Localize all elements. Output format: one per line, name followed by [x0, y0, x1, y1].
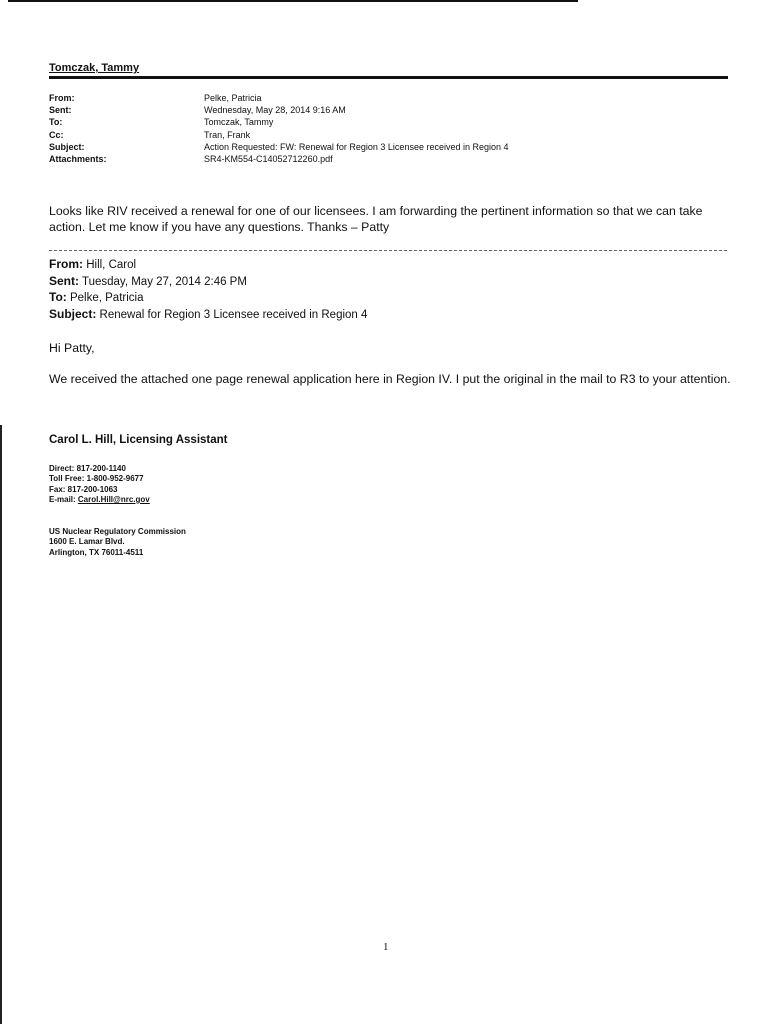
greeting: Hi Patty,	[49, 341, 95, 355]
forward-separator	[49, 250, 727, 251]
forwarded-to-value: Pelke, Patricia	[69, 292, 144, 304]
forwarded-sent-line	[49, 274, 367, 291]
printer-name: Tomczak, Tammy	[49, 62, 140, 74]
left-border-line	[0, 425, 2, 1024]
email-line	[49, 495, 150, 505]
header-label: From:	[49, 93, 75, 103]
attachment-filename[interactable]: SR4-KM554-C14052712260.pdf	[204, 153, 333, 164]
forwarded-to-label: To:	[49, 290, 67, 304]
header-value: Action Requested: FW: Renewal for Region 3 Licensee received in Region 4	[204, 141, 509, 152]
header-row-sent	[49, 104, 509, 116]
city-state-zip: Arlington, TX 76011-4511	[49, 547, 144, 557]
forwarded-sent-label: Sent:	[49, 273, 79, 288]
message-body: We received the attached one page renewal application here in Region IV. I put the original in the mail to R3 to your attention.	[49, 372, 731, 386]
header-value: Pelke, Patricia	[204, 93, 262, 103]
forwarded-to-line	[49, 290, 367, 307]
forwarded-from-label: From:	[49, 257, 83, 271]
header-label: Subject:	[49, 141, 85, 152]
header-value: Wednesday, May 28, 2014 9:16 AM	[204, 105, 346, 116]
agency-name: US Nuclear Regulatory Commission	[49, 527, 186, 536]
direct-phone: Direct: 817-200-1140	[49, 464, 126, 473]
toll-free-phone: Toll Free: 1-800-952-9677	[49, 474, 144, 484]
top-border-line	[8, 0, 578, 2]
signature-contact	[49, 464, 150, 505]
page-number: 1	[383, 941, 389, 953]
forwarded-subject-value: Renewal for Region 3 Licensee received in Region 4	[99, 308, 368, 321]
header-row-subject	[49, 141, 509, 153]
header-label: To:	[49, 117, 63, 128]
forwarded-from-line	[49, 257, 367, 274]
forwarded-subject-line	[49, 307, 367, 324]
header-label: Sent:	[49, 105, 72, 116]
header-label: Cc:	[49, 129, 64, 140]
email-link[interactable]: Carol.Hill@nrc.gov	[77, 494, 150, 504]
street-address: 1600 E. Lamar Blvd.	[49, 537, 125, 547]
email-label: E-mail:	[49, 494, 78, 504]
header-divider	[49, 76, 728, 79]
email-header-table	[49, 92, 509, 165]
header-row-from	[49, 92, 509, 104]
header-value: Tran, Frank	[204, 129, 251, 140]
forwarded-subject-label: Subject:	[49, 306, 97, 321]
signature-address	[49, 527, 186, 558]
header-label: Attachments:	[49, 153, 107, 164]
fax-number: Fax: 817-200-1063	[49, 484, 118, 494]
header-row-cc	[49, 129, 509, 141]
header-row-attachments	[49, 153, 509, 165]
forwarded-sent-value: Tuesday, May 27, 2014 2:46 PM	[82, 275, 247, 288]
header-row-to	[49, 116, 509, 128]
intro-message: Looks like RIV received a renewal for one of our licensees. I am forwarding the pertinent information so that we can take action. Let me know if you have any questions. Thanks – Patty	[49, 204, 703, 234]
forwarded-from-value: Hill, Carol	[86, 259, 137, 271]
signature-name: Carol L. Hill, Licensing Assistant	[49, 434, 228, 446]
header-value: Tomczak, Tammy	[204, 117, 274, 128]
forwarded-header	[49, 257, 367, 323]
